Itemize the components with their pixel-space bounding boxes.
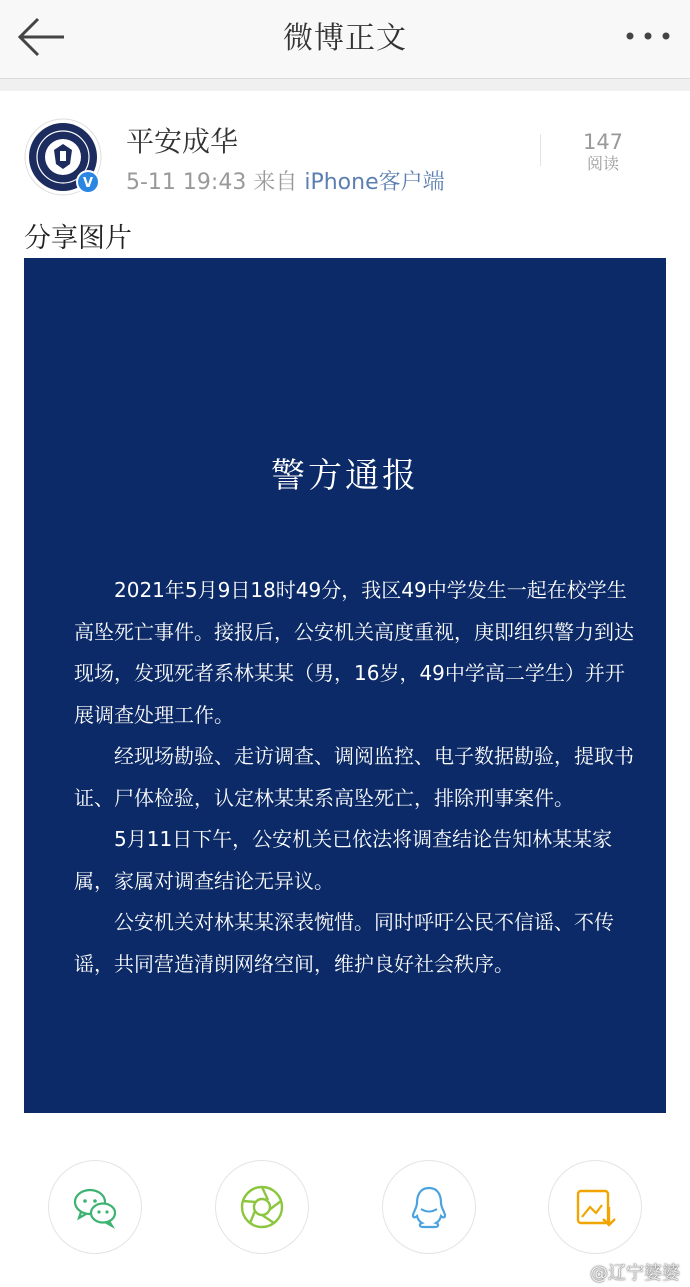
post-source-link[interactable]: iPhone客户端 [304, 170, 445, 195]
more-options-button[interactable] [622, 26, 674, 46]
top-nav-bar [0, 0, 690, 79]
qq-icon [405, 1183, 453, 1231]
moments-icon [238, 1183, 286, 1231]
source-prefix: 来自 [253, 170, 298, 195]
post-text: 分享图片 [24, 223, 132, 254]
notice-paragraph: 经现场勘验、走访调查、调阅监控、电子数据勘验，提取书证、尸体检验，认定林某某系高坠死亡，排除刑事案件。 [74, 744, 634, 810]
read-count [566, 130, 640, 174]
wechat-icon [71, 1183, 119, 1231]
notice-paragraph: 公安机关对林某某深表惋惜。同时呼吁公民不信谣、不传谣，共同营造清朗网络空间，维护良好社会秩序。 [74, 910, 614, 976]
page-title: 微博正文 [283, 21, 407, 56]
meta-divider [540, 134, 541, 166]
save-image-icon [571, 1183, 619, 1231]
avatar[interactable] [24, 118, 102, 196]
read-count-label: 阅读 [586, 154, 619, 173]
police-badge-avatar-icon [24, 118, 102, 196]
save-image-button[interactable] [548, 1160, 642, 1254]
post-time: 5-11 19:43 [126, 170, 247, 195]
share-qq-button[interactable] [382, 1160, 476, 1254]
watermark: @辽宁婆婆 [590, 1263, 680, 1284]
share-wechat-button[interactable] [48, 1160, 142, 1254]
notice-body [74, 570, 634, 985]
notice-image[interactable] [24, 258, 666, 1113]
section-gap [0, 79, 690, 91]
notice-title: 警方通报 [271, 456, 419, 496]
more-dots-icon [622, 26, 674, 46]
share-moments-button[interactable] [215, 1160, 309, 1254]
notice-paragraph: 2021年5月9日18时49分，我区49中学发生一起在校学生高坠死亡事件。接报后，公安机关高度重视，庚即组织警力到达现场，发现死者系林某某（男，16岁，49中学高二学生）并开展调查处理工作。 [74, 578, 634, 727]
read-count-value: 147 [582, 130, 624, 154]
author-name[interactable]: 平安成华 [126, 125, 239, 158]
notice-paragraph: 5月11日下午，公安机关已依法将调查结论告知林某某家属，家属对调查结论无异议。 [74, 827, 613, 893]
post-meta [126, 165, 445, 196]
svg-text:V: V [82, 176, 94, 191]
